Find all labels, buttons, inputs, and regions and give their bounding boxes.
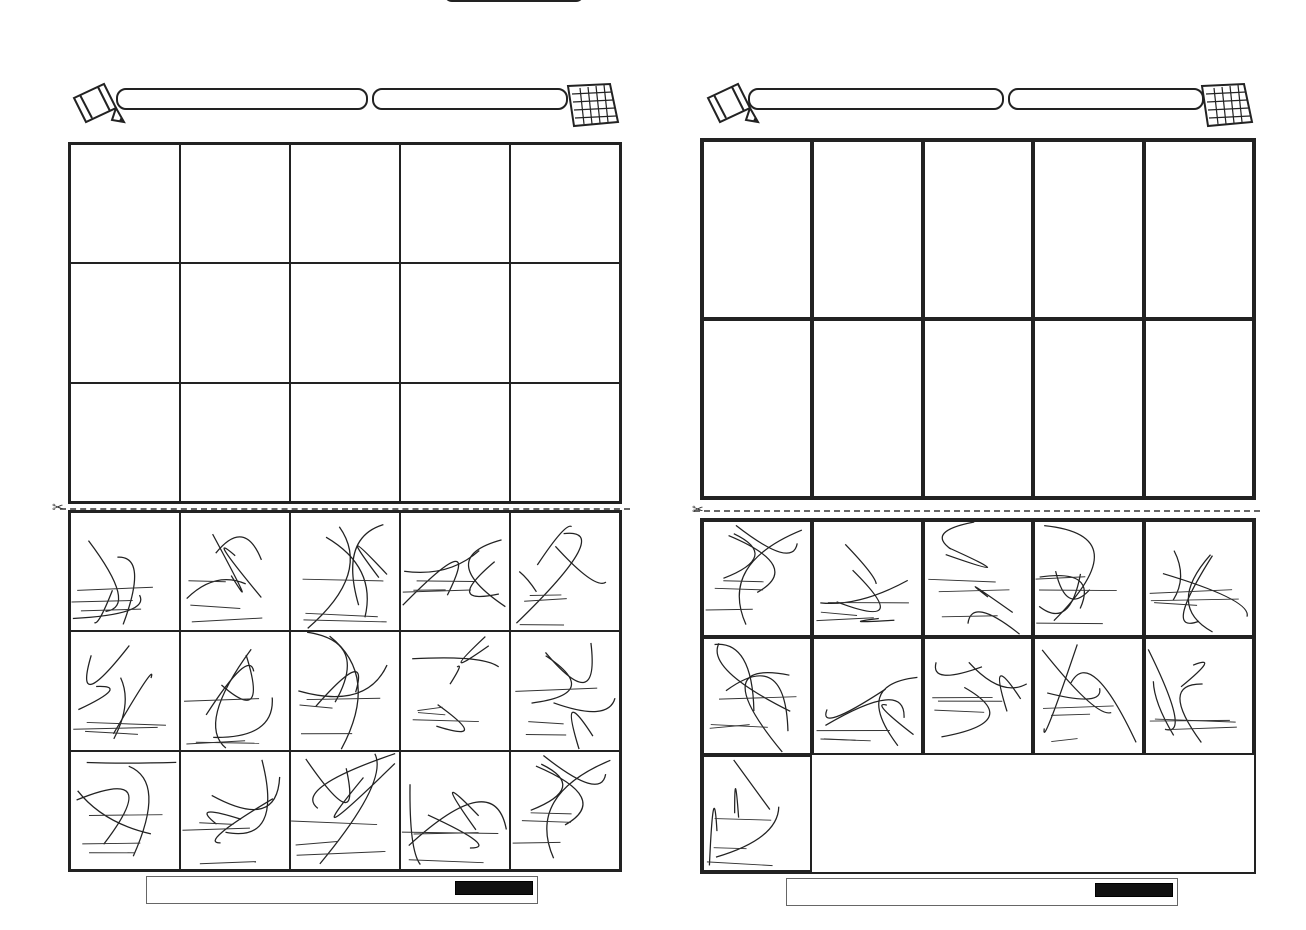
date-field[interactable] [372, 88, 568, 110]
clue-cell [510, 144, 620, 263]
jungle-illustration-fragment [401, 513, 509, 630]
puzzle-piece[interactable] [70, 512, 180, 631]
cut-line [694, 510, 1260, 512]
puzzle-piece[interactable] [400, 512, 510, 631]
right-worksheet [694, 78, 1284, 918]
clue-cell [1144, 140, 1254, 319]
puzzle-piece[interactable] [70, 751, 180, 870]
name-field[interactable] [116, 88, 368, 110]
puzzle-piece[interactable] [400, 631, 510, 750]
calendar-icon [560, 80, 620, 130]
puzzle-piece[interactable] [1033, 520, 1143, 637]
license-badge [1095, 883, 1173, 897]
jungle-illustration-fragment [181, 513, 289, 630]
clue-cell [400, 383, 510, 502]
jungle-illustration-fragment [401, 752, 509, 869]
jungle-illustration-fragment [1146, 522, 1252, 635]
credits-footer [146, 876, 538, 904]
jungle-illustration-fragment [401, 632, 509, 749]
puzzle-piece[interactable] [510, 751, 620, 870]
clue-cell [290, 144, 400, 263]
puzzle-piece[interactable] [1144, 637, 1254, 754]
clue-cell [812, 140, 922, 319]
puzzle-piece[interactable] [400, 751, 510, 870]
clue-grid [700, 138, 1256, 500]
jungle-illustration-fragment [71, 752, 179, 869]
clue-cell [923, 319, 1033, 498]
puzzle-piece[interactable] [180, 631, 290, 750]
puzzle-piece[interactable] [1033, 637, 1143, 754]
jungle-illustration-fragment [511, 752, 619, 869]
clue-cell [1033, 319, 1143, 498]
jungle-illustration-fragment [1146, 639, 1252, 752]
puzzle-piece[interactable] [923, 520, 1033, 637]
jungle-illustration-fragment [1035, 522, 1141, 635]
clue-cell [70, 263, 180, 382]
puzzle-piece[interactable] [290, 631, 400, 750]
puzzle-piece[interactable] [702, 520, 812, 637]
clue-cell [290, 263, 400, 382]
jungle-illustration-fragment [925, 639, 1031, 752]
clue-cell [1144, 319, 1254, 498]
puzzle-piece[interactable] [510, 512, 620, 631]
left-worksheet [52, 78, 660, 918]
jungle-illustration-fragment [704, 757, 810, 870]
puzzle-piece[interactable] [180, 751, 290, 870]
puzzle-piece[interactable] [812, 637, 922, 754]
date-field[interactable] [1008, 88, 1204, 110]
calendar-icon [1194, 80, 1254, 130]
clue-cell [923, 140, 1033, 319]
puzzle-piece[interactable] [1144, 520, 1254, 637]
puzzle-piece-grid [700, 518, 1256, 874]
clue-cell [702, 140, 812, 319]
puzzle-piece[interactable] [510, 631, 620, 750]
name-field[interactable] [748, 88, 1004, 110]
clue-cell [812, 319, 922, 498]
credits-footer [786, 878, 1178, 906]
jungle-illustration-fragment [814, 522, 920, 635]
puzzle-piece[interactable] [812, 520, 922, 637]
clue-cell [180, 144, 290, 263]
puzzle-piece[interactable] [290, 512, 400, 631]
jungle-illustration-fragment [291, 513, 399, 630]
jungle-illustration-fragment [181, 752, 289, 869]
jungle-illustration-fragment [814, 639, 920, 752]
jungle-illustration-fragment [71, 632, 179, 749]
puzzle-piece[interactable] [180, 512, 290, 631]
clue-cell [180, 263, 290, 382]
license-badge [455, 881, 533, 895]
puzzle-piece-grid [68, 510, 622, 872]
jungle-illustration-fragment [511, 513, 619, 630]
clue-cell [400, 144, 510, 263]
scissors-icon: ✂ [692, 501, 704, 517]
puzzle-piece[interactable] [923, 637, 1033, 754]
jungle-illustration-fragment [704, 522, 810, 635]
clue-cell [702, 319, 812, 498]
puzzle-piece[interactable] [290, 751, 400, 870]
jungle-illustration-fragment [291, 632, 399, 749]
puzzle-piece[interactable] [702, 637, 812, 754]
jungle-illustration-fragment [181, 632, 289, 749]
puzzle-piece[interactable] [702, 755, 812, 872]
top-tab-decoration [444, 0, 584, 2]
jungle-illustration-fragment [511, 632, 619, 749]
jungle-illustration-fragment [291, 752, 399, 869]
scissors-icon: ✂ [52, 499, 64, 515]
clue-cell [290, 383, 400, 502]
clue-cell [400, 263, 510, 382]
clue-cell [70, 144, 180, 263]
jungle-illustration-fragment [925, 522, 1031, 635]
clue-cell [510, 263, 620, 382]
clue-cell [1033, 140, 1143, 319]
clue-grid [68, 142, 622, 504]
puzzle-piece[interactable] [70, 631, 180, 750]
clue-cell [70, 383, 180, 502]
jungle-illustration-fragment [704, 639, 810, 752]
jungle-illustration-fragment [1035, 639, 1141, 752]
clue-cell [510, 383, 620, 502]
jungle-illustration-fragment [71, 513, 179, 630]
clue-cell [180, 383, 290, 502]
